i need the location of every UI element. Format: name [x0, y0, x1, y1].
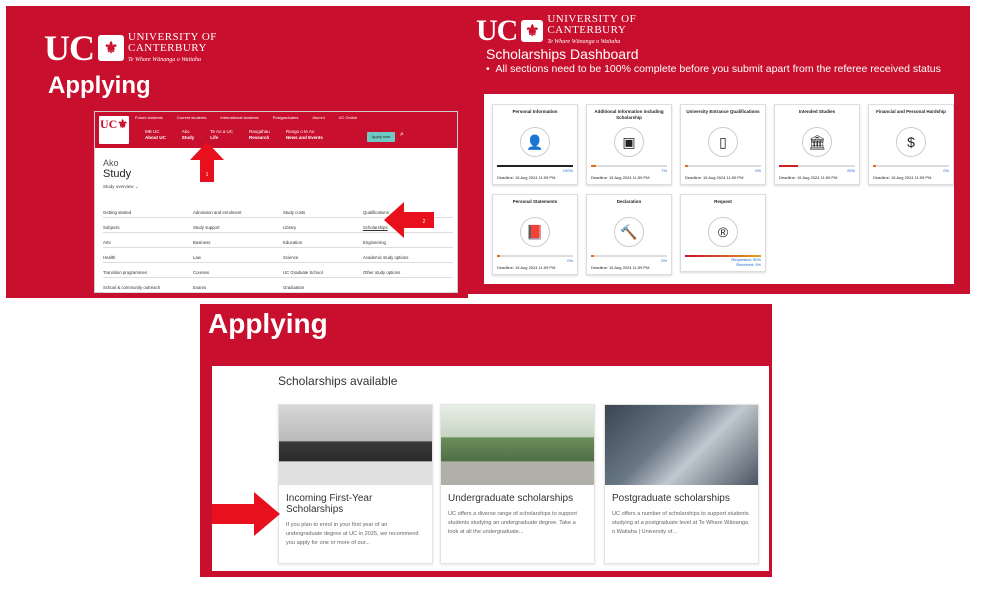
study-link[interactable]: Business: [193, 240, 283, 248]
top-strip-links: [135, 115, 357, 120]
study-link[interactable]: Engineering: [363, 240, 453, 248]
study-link[interactable]: UC Graduate School: [283, 270, 363, 278]
uc-logo: UC ⚜ UNIVERSITY OF CANTERBURY Te Whare Wānanga o Waitaha: [44, 28, 217, 68]
tablet-icon: ▯: [708, 127, 738, 157]
progress-bar: [779, 165, 855, 167]
search-icon[interactable]: ⌕: [400, 131, 404, 138]
progress-fill: [497, 165, 573, 167]
nav-item[interactable]: [210, 129, 233, 140]
deadline-text: Deadline: 15 Aug 2024 11:59 PM: [497, 175, 556, 180]
scholarship-description: UC offers a number of scholarships to support students studying at a postgraduate level at Te Whare Wānanga o Waitaha | University of...: [612, 511, 749, 535]
top-strip-link[interactable]: UC Online: [338, 115, 358, 120]
scholarship-card[interactable]: [604, 404, 759, 564]
progress-percent: 25%: [846, 168, 855, 173]
slide-title: Applying: [48, 72, 151, 99]
dashboard-title: Scholarships Dashboard: [486, 46, 639, 62]
arrow-2-label: 2: [422, 219, 426, 225]
dashboard-panel: [484, 94, 954, 284]
progress-bar: [873, 165, 949, 167]
nav-item[interactable]: [249, 129, 270, 140]
progress-percent: 0%: [567, 258, 573, 263]
progress-bar: [591, 165, 667, 167]
card-title: Personal Information: [512, 109, 558, 114]
study-link[interactable]: Getting started: [103, 210, 193, 218]
deadline-text: Deadline: 15 Aug 2024 11:59 PM: [497, 265, 556, 270]
deadline-text: Deadline: 15 Aug 2024 11:59 PM: [779, 175, 838, 180]
arrow-up-icon: [190, 142, 224, 182]
study-overview-dropdown[interactable]: Study overview ⌄: [103, 184, 139, 189]
scholarship-card[interactable]: [440, 404, 595, 564]
deadline-text: Deadline: 15 Aug 2024 11:59 PM: [873, 175, 932, 180]
arrow-1-label: 1: [205, 172, 209, 178]
progress-fill: [591, 255, 594, 257]
apply-now-button[interactable]: Apply now: [367, 132, 395, 142]
study-link[interactable]: Arts: [103, 240, 193, 248]
nav-item-label: Study: [181, 134, 195, 140]
instruction-bullet: • All sections need to be 100% complete before you submit apart from the referee received status: [486, 63, 941, 75]
scholarships-section: [212, 366, 769, 571]
card-title: Financial and Personal Hardship: [876, 109, 946, 114]
deadline-text: Deadline: 15 Aug 2024 11:59 PM: [591, 265, 650, 270]
progress-percent: 100%: [562, 168, 573, 173]
study-link[interactable]: Study support: [193, 225, 283, 233]
study-link[interactable]: Education: [283, 240, 363, 248]
institution-icon: 🏛: [802, 127, 832, 157]
study-link[interactable]: Library: [283, 225, 363, 233]
nav-item-label: Life: [210, 134, 219, 140]
progress-fill: [873, 165, 876, 167]
nav-item-top: Rongo o te Ao: [285, 129, 315, 134]
nav-item-label: News and Events: [285, 134, 323, 140]
person-icon: 👤: [520, 127, 550, 157]
dashboard-card[interactable]: [774, 104, 860, 185]
progress-bar: [591, 255, 667, 257]
top-strip-link[interactable]: Alumni: [312, 115, 325, 120]
dashboard-card[interactable]: [586, 104, 672, 185]
arrow-left-icon: [384, 202, 434, 238]
study-link[interactable]: Scholarships: [363, 225, 453, 233]
dashboard-card[interactable]: [492, 104, 578, 185]
progress-bar: [497, 165, 573, 167]
progress-percent: 0%: [661, 258, 667, 263]
study-link[interactable]: Qualifications: [363, 210, 453, 218]
arrow-right-icon: [212, 492, 280, 536]
study-link[interactable]: Courses: [193, 270, 283, 278]
nav-item-top: Ako: [181, 129, 190, 134]
site-nav: [145, 129, 323, 140]
study-link[interactable]: Study costs: [283, 210, 363, 218]
card-title: Request: [714, 199, 732, 204]
nav-item-top: MB UC: [145, 129, 160, 134]
nav-item[interactable]: [286, 129, 323, 140]
study-link[interactable]: Science: [283, 255, 363, 263]
nav-item-top: Te Ao a UC: [210, 129, 234, 134]
deadline-text: Deadline: 15 Aug 2024 11:59 PM: [591, 175, 650, 180]
crest-icon: ⚜: [521, 20, 543, 42]
progress-fill: [497, 255, 500, 257]
progress-percent: 0%: [755, 168, 761, 173]
study-link[interactable]: Transition programmes: [103, 270, 193, 278]
study-link[interactable]: Other study options: [363, 270, 453, 278]
study-link[interactable]: Graduation: [283, 285, 363, 293]
card-title: Personal Statements: [512, 199, 558, 204]
slide-scholarships-available: [200, 304, 772, 577]
study-link[interactable]: Admission and enrolment: [193, 210, 283, 218]
card-title: Additional Information including Scholarship: [594, 109, 664, 120]
scholarship-card[interactable]: [278, 404, 433, 564]
top-strip-link[interactable]: Postgraduates: [272, 115, 299, 120]
registered-icon: ®: [708, 217, 738, 247]
deadline-text: Deadline: 15 Aug 2024 11:59 PM: [685, 175, 744, 180]
nav-item[interactable]: [182, 129, 195, 140]
nav-item-top: Rangahau: [249, 129, 270, 134]
scholarship-description: UC offers a diverse range of scholarships to support students studying an undergraduate degree. Take a look at all the undergraduate...: [448, 511, 577, 535]
dollar-icon: $: [896, 127, 926, 157]
study-link[interactable]: Health: [103, 255, 193, 263]
study-link[interactable]: Subjects: [103, 225, 193, 233]
uc-logo: UC ⚜ UNIVERSITY OF CANTERBURY Te Whare Wānanga o Waitaha: [476, 13, 637, 47]
received-status: Received: 0%: [736, 262, 761, 267]
scholarship-photo: [279, 405, 432, 485]
progress-fill: [591, 165, 596, 167]
nav-item-label: Research: [249, 134, 270, 140]
dashboard-card[interactable]: [868, 104, 954, 185]
top-strip-link[interactable]: International students: [220, 115, 259, 120]
scholarship-title[interactable]: Incoming First-Year Scholarships: [286, 493, 373, 515]
requested-status: Requested: 50%: [731, 257, 761, 262]
slide-scholarships-dashboard: [468, 6, 970, 294]
progress-percent: 0%: [943, 168, 949, 173]
dashboard-card[interactable]: [586, 194, 672, 275]
slide-title: Applying: [208, 308, 328, 339]
id-card-icon: ▣: [614, 127, 644, 157]
study-link[interactable]: Academic study options: [363, 255, 453, 263]
crest-icon: ⚜: [98, 35, 124, 61]
section-heading: Scholarships available: [278, 374, 398, 388]
scholarship-photo: [441, 405, 594, 485]
scholarship-title[interactable]: Postgraduate scholarships: [612, 493, 730, 504]
request-card[interactable]: [680, 194, 766, 272]
section-kicker: Ako: [103, 158, 119, 168]
card-title: University Entrance Qualifications: [686, 109, 760, 114]
slide-applying-website: [6, 6, 468, 298]
dashboard-card[interactable]: [492, 194, 578, 275]
dashboard-card[interactable]: [680, 104, 766, 185]
section-title: Study: [103, 168, 132, 180]
progress-fill: [779, 165, 798, 167]
card-title: Declaration: [616, 199, 642, 204]
card-title: Intended Studies: [798, 109, 836, 114]
progress-bar: [685, 165, 761, 167]
book-icon: 📕: [520, 217, 550, 247]
study-link[interactable]: [363, 285, 453, 293]
study-link[interactable]: Law: [193, 255, 283, 263]
scholarship-description: If you plan to enrol in your first year of an undergraduate degree at UC in 2025, we recommend you apply for one or more of our...: [286, 522, 419, 546]
progress-fill: [685, 165, 688, 167]
site-logo[interactable]: UC⚜: [99, 116, 129, 144]
study-link[interactable]: School & community outreach: [103, 285, 193, 293]
site-header: [95, 112, 457, 148]
top-strip-link[interactable]: Future students: [135, 115, 163, 120]
scholarship-title[interactable]: Undergraduate scholarships: [448, 493, 574, 504]
study-link[interactable]: Exams: [193, 285, 283, 293]
nav-item[interactable]: [145, 129, 166, 140]
gavel-icon: 🔨: [614, 217, 644, 247]
scholarship-photo: [605, 405, 758, 485]
progress-bar: [497, 255, 573, 257]
nav-item-label: About UC: [145, 134, 166, 140]
top-strip-link[interactable]: Current students: [176, 115, 207, 120]
progress-percent: 7%: [661, 168, 667, 173]
